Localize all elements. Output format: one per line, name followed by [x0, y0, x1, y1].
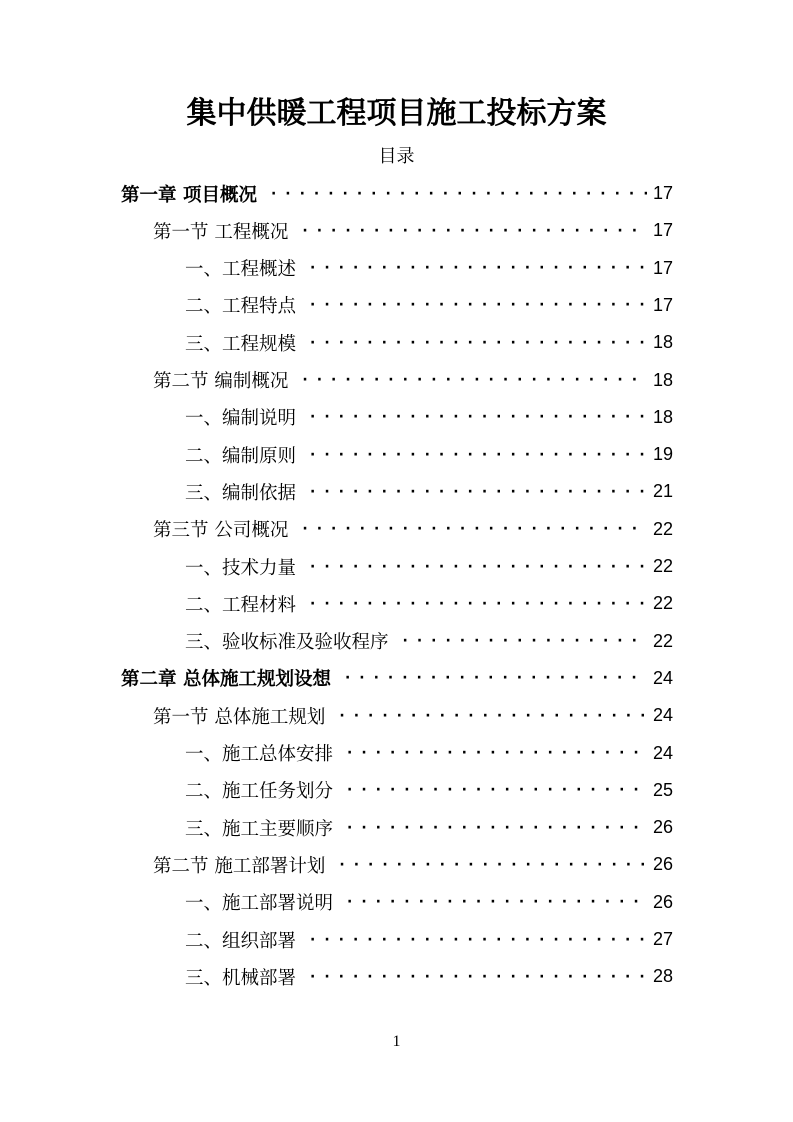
toc-dot-leader	[403, 633, 647, 649]
toc-dot-leader	[347, 820, 647, 836]
toc-entry-title: 第二节 编制概况	[153, 371, 289, 392]
toc-entry[interactable]	[185, 399, 673, 436]
toc-entry-page: 17	[652, 220, 673, 241]
toc-entry[interactable]	[185, 324, 673, 361]
toc-entry-title: 第一节 工程概况	[153, 221, 289, 243]
toc-entry[interactable]	[185, 958, 673, 995]
page-number: 1	[392, 1033, 401, 1050]
toc-dot-leader	[302, 372, 647, 388]
toc-entry[interactable]	[153, 511, 673, 548]
toc-entry-page: 18	[652, 369, 673, 390]
toc-entry-title: 三、机械部署	[185, 967, 297, 989]
document-title: 集中供暖工程项目施工投标方案	[186, 96, 607, 131]
toc-entry-title: 二、组织部署	[185, 930, 297, 952]
toc-entry[interactable]	[185, 735, 673, 772]
toc-entry[interactable]	[185, 809, 673, 846]
toc-entry-title: 一、施工总体安排	[185, 744, 334, 765]
toc-entry-title: 三、工程规模	[185, 333, 297, 355]
toc-entry-page: 26	[652, 891, 673, 912]
toc-entry-page: 18	[652, 406, 673, 427]
toc-entry-page: 18	[652, 332, 673, 353]
toc-dot-leader	[310, 559, 647, 575]
toc-entry-title: 第二章 总体施工规划设想	[121, 669, 331, 691]
toc-entry-page: 19	[652, 444, 673, 465]
toc-dot-leader	[310, 596, 647, 612]
toc-entry[interactable]	[185, 585, 673, 622]
toc-entry-title: 二、施工任务划分	[185, 781, 334, 803]
toc-entry-title: 第一章 项目概况	[121, 184, 257, 206]
toc-entry-title: 一、工程概述	[185, 259, 297, 281]
toc-entry-title: 二、编制原则	[185, 445, 297, 467]
toc-entry[interactable]	[185, 884, 673, 921]
toc-dot-leader	[347, 782, 647, 798]
toc-entry[interactable]	[153, 846, 673, 883]
toc-entry-title: 二、工程特点	[185, 296, 297, 318]
toc-dot-leader	[310, 297, 647, 313]
toc-dot-leader	[310, 969, 647, 985]
toc-entry-page: 26	[652, 817, 673, 838]
toc-entry-title: 二、工程材料	[185, 594, 297, 616]
toc-entry-title: 第一节 总体施工规划	[153, 706, 326, 728]
toc-dot-leader	[310, 335, 647, 351]
toc-entry[interactable]	[185, 921, 673, 958]
toc-entry-page: 17	[652, 257, 673, 278]
toc-entry-page: 26	[652, 854, 673, 875]
toc-entry-title: 一、技术力量	[185, 557, 297, 579]
toc-entry[interactable]	[185, 250, 673, 287]
toc-entry-page: 22	[652, 630, 673, 651]
toc-entry-title: 一、施工部署说明	[185, 893, 334, 915]
toc-entry[interactable]	[185, 436, 673, 473]
toc-entry-page: 24	[652, 667, 673, 688]
toc-dot-leader	[310, 484, 647, 500]
toc-entry[interactable]	[153, 697, 673, 734]
toc-dot-leader	[310, 447, 647, 463]
toc-entry[interactable]	[185, 473, 673, 510]
toc-dot-leader	[310, 932, 647, 948]
toc-entry-page: 17	[652, 183, 673, 203]
toc-entry[interactable]	[153, 212, 673, 249]
toc-entry[interactable]	[121, 175, 673, 212]
toc-dot-leader	[347, 894, 647, 910]
toc-dot-leader	[302, 521, 647, 537]
toc-dot-leader	[271, 186, 647, 202]
toc-entry-page: 22	[652, 556, 673, 576]
toc-entry-page: 24	[652, 705, 673, 726]
toc-entry[interactable]	[185, 287, 673, 324]
toc-entry-page: 17	[652, 294, 673, 315]
toc-entry-title: 三、验收标准及验收程序	[185, 632, 389, 654]
toc-dot-leader	[310, 409, 647, 425]
toc-entry-title: 第三节 公司概况	[153, 520, 289, 542]
toc-entry[interactable]	[185, 623, 673, 660]
toc-entry-page: 21	[652, 481, 673, 502]
toc-dot-leader	[302, 223, 647, 239]
toc-dot-leader	[339, 708, 647, 724]
toc-entry-title: 三、施工主要顺序	[185, 818, 334, 840]
toc-dot-leader	[347, 745, 647, 761]
toc-entry[interactable]	[121, 660, 673, 697]
toc-entry-title: 一、编制说明	[185, 408, 297, 430]
toc-dot-leader	[345, 670, 647, 686]
toc-entry[interactable]	[185, 548, 673, 585]
toc-entry-title: 三、编制依据	[185, 482, 297, 504]
toc-entry-page: 22	[652, 593, 673, 614]
toc-entry-page: 28	[652, 966, 673, 987]
toc-dot-leader	[339, 857, 647, 873]
toc-entry-page: 24	[652, 742, 673, 763]
toc-entry-title: 第二节 施工部署计划	[153, 855, 326, 877]
toc-entry-page: 22	[652, 518, 673, 539]
toc-entry-page: 25	[652, 779, 673, 800]
toc-entry[interactable]	[185, 772, 673, 809]
toc-entry-page: 27	[652, 929, 673, 949]
toc-heading: 目录	[378, 146, 415, 167]
toc-dot-leader	[310, 260, 647, 276]
toc-entry[interactable]	[153, 362, 673, 399]
